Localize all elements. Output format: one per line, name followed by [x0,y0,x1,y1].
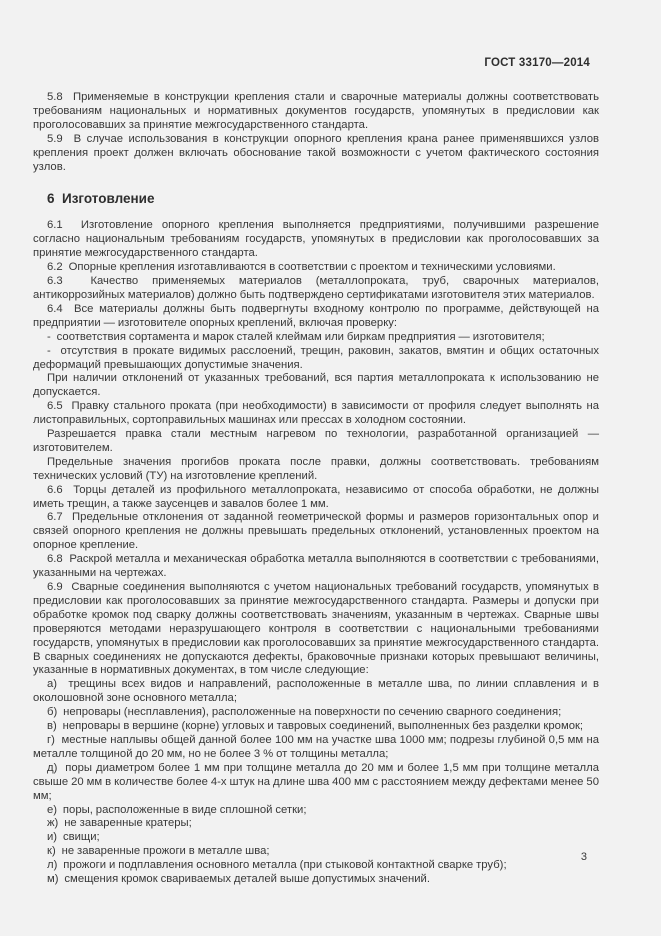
paragraph-6-4-note: При наличии отклонений от указанных требований, вся партия металлопроката к использованию не допускается. [33,372,599,399]
section-6-heading: 6 Изготовление [47,191,155,207]
dash-list-item: - соответствия сортамента и марок сталей клеймам или биркам предприятия — изготовителя; [47,330,545,343]
paragraph-6-5: 6.5 Правку стального проката (при необходимости) в зависимости от профиля следует выполнять на листоправильных, сортоправильных машинах или прессах в холодном состоянии. [33,400,599,427]
lettered-list-item-d: д) поры диаметром более 1 мм при толщине металла до 20 мм и более 1,5 мм при толщине металла свыше 20 мм в количестве более 4-х штук на длине шва 400 мм с расстоянием между дефектами менее 50 мм; [33,761,599,802]
paragraph-6-4: 6.4 Все материалы должны быть подвергнуты входному контролю по программе, действующей на предприятии — изготовителе опорных креплений, включая проверку: [33,302,599,329]
paragraph-6-8: 6.8 Раскрой металла и механическая обработка металла выполняются в соответствии с требованиями, указанными на чертежах. [33,553,599,580]
lettered-list-item-k: к) не заваренные прожоги в металле шва; [47,845,270,858]
paragraph-6-5-note-1: Разрешается правка стали местным нагревом по технологии, разработанной организацией — изготовителем. [33,428,599,454]
paragraph-6-1: 6.1 Изготовление опорного крепления выполняется предприятиями, получившими разрешение согласно национальным требованиям государств, упомянутых в предисловии как проголосовавших за принятие межгосударственного стандарта. [33,219,599,260]
paragraph-6-3: 6.3 Качество применяемых материалов (металлопроката, труб, сварочных материалов, антикоррозийных материалов) должно быть подтверждено сертификатами изготовителя этих материалов. [33,275,599,301]
paragraph-6-6: 6.6 Торцы деталей из профильного металлопроката, независимо от способа обработки, не должны иметь трещин, а также заусенцев и завалов более 1 мм. [33,483,599,510]
document-code-header: ГОСТ 33170—2014 [484,57,590,69]
lettered-list-item-m: м) смещения кромок свариваемых деталей выше допустимых значений. [47,873,431,886]
lettered-list-item-b: б) непровары (несплавления), расположенные на поверхности по сечению сварного соединения; [47,706,562,719]
lettered-list-item-g: г) местные наплывы общей данной более 100 мм на участке шва 1000 мм; подрезы глубиной 0,5 мм на металле толщиной до 20 мм, но не более 3 % от толщины металла; [33,733,599,760]
lettered-list-item-a: а) трещины всех видов и направлений, расположенные в металле шва, по линии сплавления и в околошовной зоне основного металла; [33,678,599,705]
lettered-list-item-i: и) свищи; [47,831,100,844]
paragraph-6-7: 6.7 Предельные отклонения от заданной геометрической формы и размеров горизонтальных опор и связей опорного крепления не должны превышать предельных отклонений, установленных проектом на опорное крепление. [33,511,599,552]
paragraph-5-9: 5.9 В случае использования в конструкции опорного крепления крана ранее применявшихся узлов крепления проект должен включать обоснование такой возможности с учетом фактического состояния узлов. [33,132,599,173]
lettered-list-item-l: л) прожоги и подплавления основного металла (при стыковой контактной сварке труб); [47,859,507,872]
paragraph-6-5-note-2: Предельные значения прогибов проката после правки, должны соответствовать. требованиям технических условий (ТУ) на изготовление креплений. [33,455,599,482]
lettered-list-item-zh: ж) не заваренные кратеры; [47,817,192,830]
paragraph-6-2: 6.2 Опорные крепления изготавливаются в соответствии с проектом и техническими условиями. [47,261,556,274]
dash-list-item: - отсутствия в прокате видимых расслоений, трещин, раковин, закатов, вмятин и общих остаточных деформаций превышающих допустимые значения. [33,344,599,371]
paragraph-6-9: 6.9 Сварные соединения выполняются с учетом национальных требований государств, упомянутых в предисловии как проголосовавших за принятие межгосударственного стандарта. Размеры и допуски при обработке кромок под сварку должны соответствовать значениям, указанным в чертежах. Сварные швы проверяются методами неразрушающего контроля в соответствии с национальными требованиями государств, упомянутых в предисловии как проголосовавших за принятие межгосударственного стандарта. В сварных соединениях не допускаются дефекты, браковочные признаки которых превышают величины, указанные в нормативных документах, в том числе следующие: [33,581,599,677]
page-number: 3 [580,851,587,863]
lettered-list-item-e: е) поры, расположенные в виде сплошной сетки; [47,803,307,816]
paragraph-5-8: 5.8 Применяемые в конструкции крепления стали и сварочные материалы должны соответствовать требованиям национальных и нормативных документов государств, упомянутых в предисловии как проголосовавших за принятие межгосударственного стандарта. [33,91,599,131]
lettered-list-item-v: в) непровары в вершине (корне) угловых и тавровых соединений, выполненных без разделки кромок; [47,720,584,733]
